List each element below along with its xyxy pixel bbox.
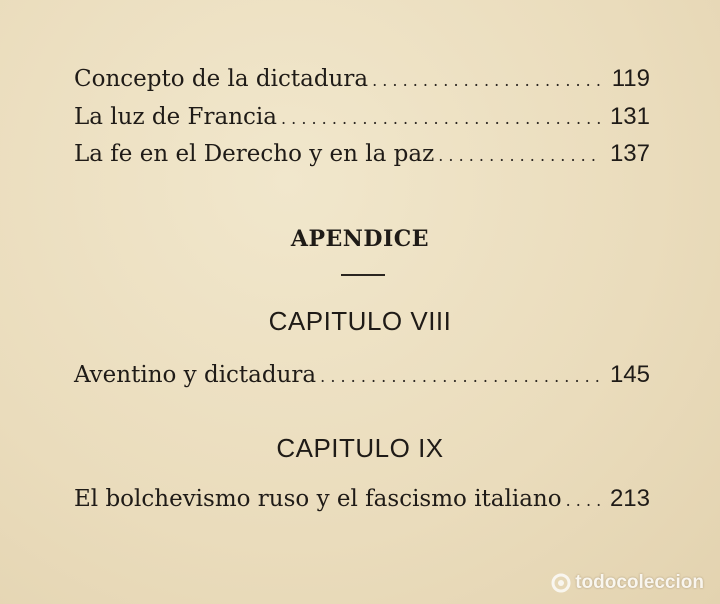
todocoleccion-logo-icon bbox=[551, 573, 571, 593]
section-divider bbox=[341, 274, 385, 276]
dot-leader bbox=[566, 484, 600, 518]
toc-entry-title: Aventino y dictadura bbox=[74, 362, 317, 388]
dot-leader bbox=[320, 360, 600, 394]
appendix-heading: APENDICE bbox=[290, 226, 430, 252]
toc-entry-page: 213 bbox=[609, 485, 650, 512]
dot-leader bbox=[372, 64, 600, 98]
dot-leader bbox=[438, 139, 600, 173]
chapter-heading: CAPITULO VIII bbox=[268, 306, 452, 336]
toc-entry-title: El bolchevismo ruso y el fascismo italiano bbox=[74, 486, 562, 512]
toc-entry bbox=[74, 358, 650, 392]
toc-entry bbox=[74, 137, 650, 171]
toc-entry-title: Concepto de la dictadura bbox=[74, 66, 369, 92]
toc-entry bbox=[74, 482, 650, 516]
watermark bbox=[551, 572, 704, 594]
toc-entry bbox=[74, 100, 650, 134]
toc-entry-page: 137 bbox=[609, 140, 650, 167]
chapter-heading: CAPITULO IX bbox=[276, 433, 444, 463]
toc-entry-page: 145 bbox=[609, 361, 650, 388]
toc-entry-page: 119 bbox=[611, 65, 650, 92]
toc-entry-title: La luz de Francia bbox=[74, 104, 277, 130]
dot-leader bbox=[281, 102, 600, 136]
watermark-text: todocoleccion bbox=[575, 572, 704, 593]
toc-entry-title: La fe en el Derecho y en la paz bbox=[74, 141, 435, 167]
toc-entry bbox=[74, 62, 650, 96]
toc-entry-page: 131 bbox=[609, 103, 650, 130]
